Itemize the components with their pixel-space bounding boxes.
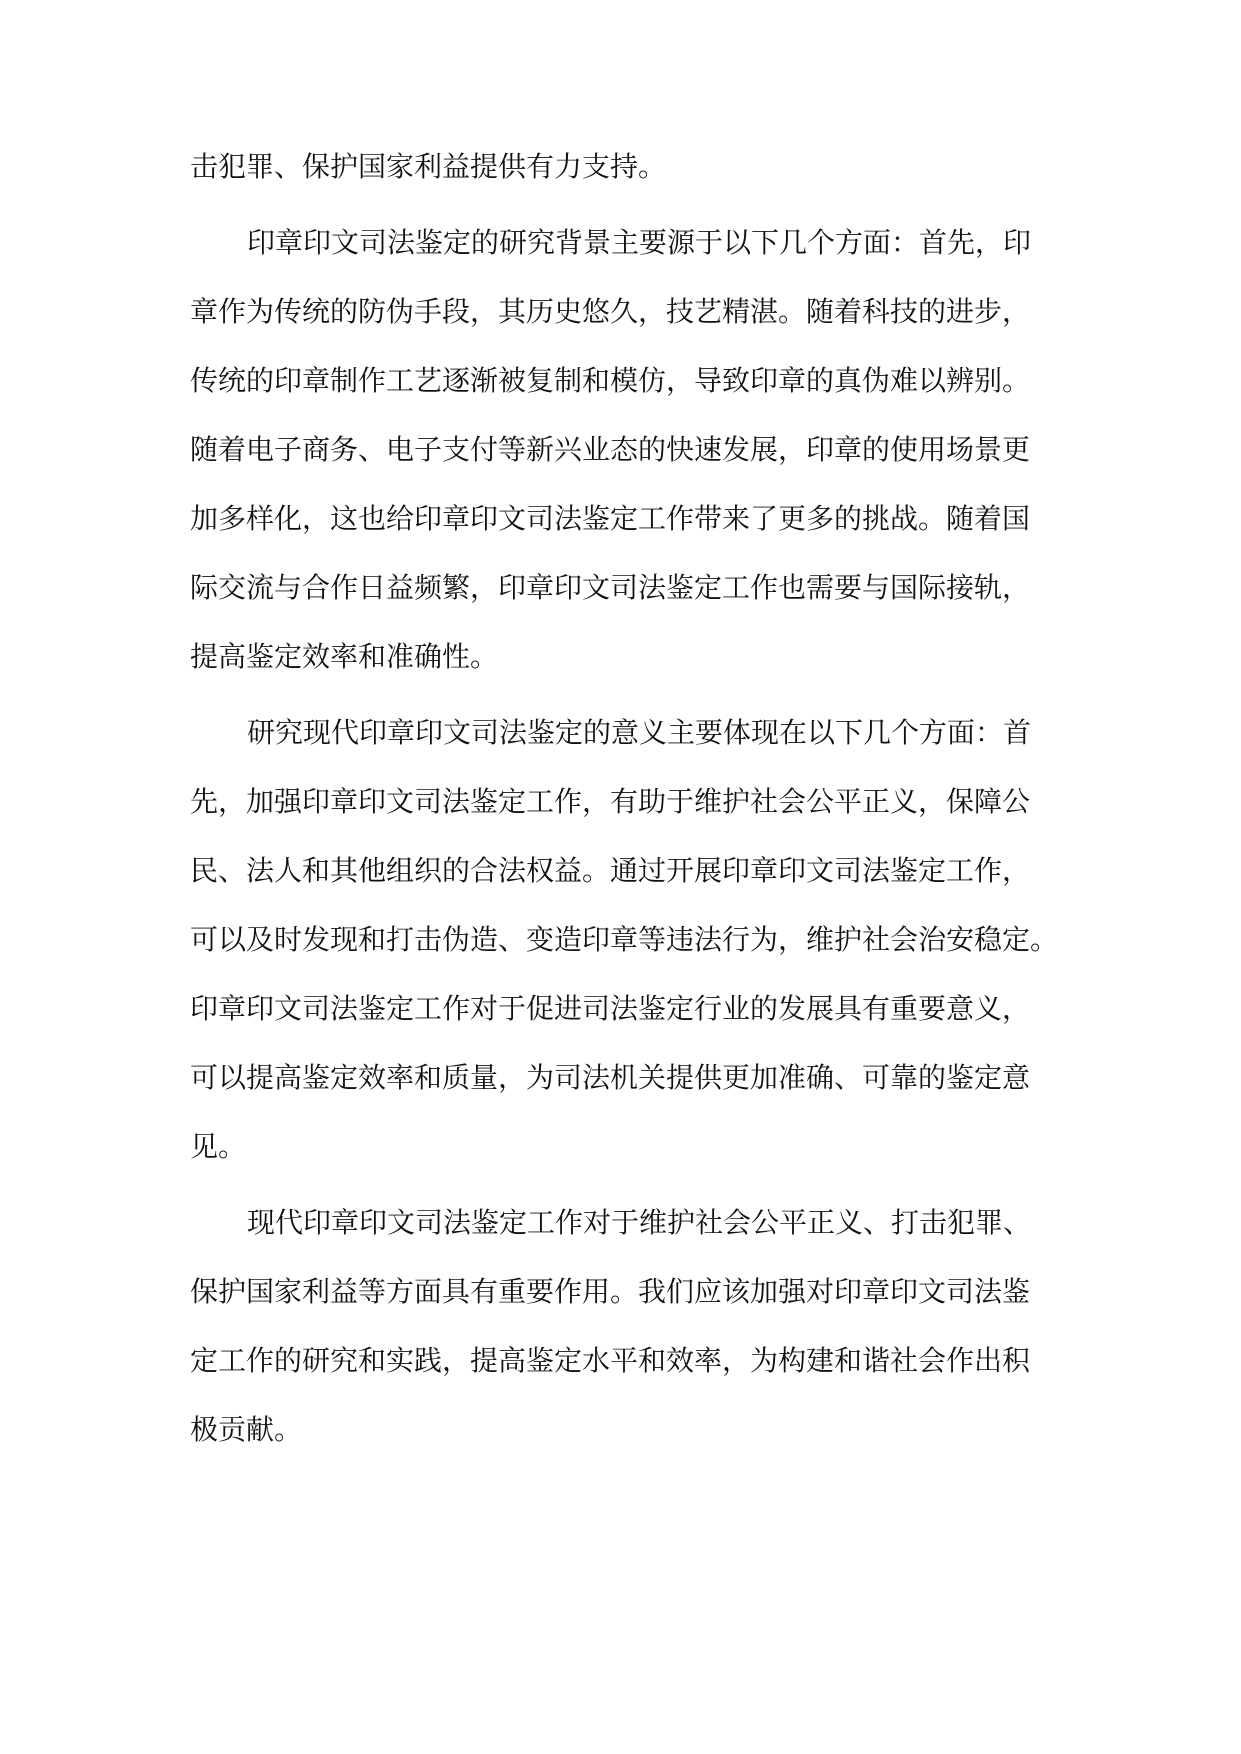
text-line: 保护国家利益等方面具有重要作用。我们应该加强对印章印文司法鉴 xyxy=(190,1275,1031,1308)
text-line: 可以提高鉴定效率和质量，为司法机关提供更加准确、可靠的鉴定意 xyxy=(190,1061,1031,1094)
text-line: 民、法人和其他组织的合法权益。通过开展印章印文司法鉴定工作， xyxy=(190,854,1031,887)
text-line: 击犯罪、保护国家利益提供有力支持。 xyxy=(190,150,667,183)
text-line: 际交流与合作日益频繁，印章印文司法鉴定工作也需要与国际接轨， xyxy=(190,571,1031,604)
text-line: 印章印文司法鉴定工作对于促进司法鉴定行业的发展具有重要意义， xyxy=(190,992,1031,1025)
text-line: 先，加强印章印文司法鉴定工作，有助于维护社会公平正义，保障公 xyxy=(190,785,1031,818)
text-line: 极贡献。 xyxy=(190,1413,303,1446)
text-line: 传统的印章制作工艺逐渐被复制和模仿，导致印章的真伪难以辨别。 xyxy=(190,364,1031,397)
text-line: 加多样化，这也给印章印文司法鉴定工作带来了更多的挑战。随着国 xyxy=(190,502,1031,535)
text-line: 提高鉴定效率和准确性。 xyxy=(190,640,499,673)
text-line: 随着电子商务、电子支付等新兴业态的快速发展，印章的使用场景更 xyxy=(190,433,1031,466)
text-line: 定工作的研究和实践，提高鉴定水平和效率，为构建和谐社会作出积 xyxy=(190,1344,1031,1377)
text-line: 见。 xyxy=(190,1130,247,1163)
text-line: 章作为传统的防伪手段，其历史悠久，技艺精湛。随着科技的进步， xyxy=(190,295,1031,328)
paragraph-first-line: 印章印文司法鉴定的研究背景主要源于以下几个方面：首先，印 xyxy=(247,226,1032,259)
text-line: 可以及时发现和打击伪造、变造印章等违法行为，维护社会治安稳定。 xyxy=(190,923,1059,956)
paragraph-first-line: 现代印章印文司法鉴定工作对于维护社会公平正义、打击犯罪、 xyxy=(247,1206,1032,1239)
paragraph-first-line: 研究现代印章印文司法鉴定的意义主要体现在以下几个方面：首 xyxy=(247,716,1032,749)
